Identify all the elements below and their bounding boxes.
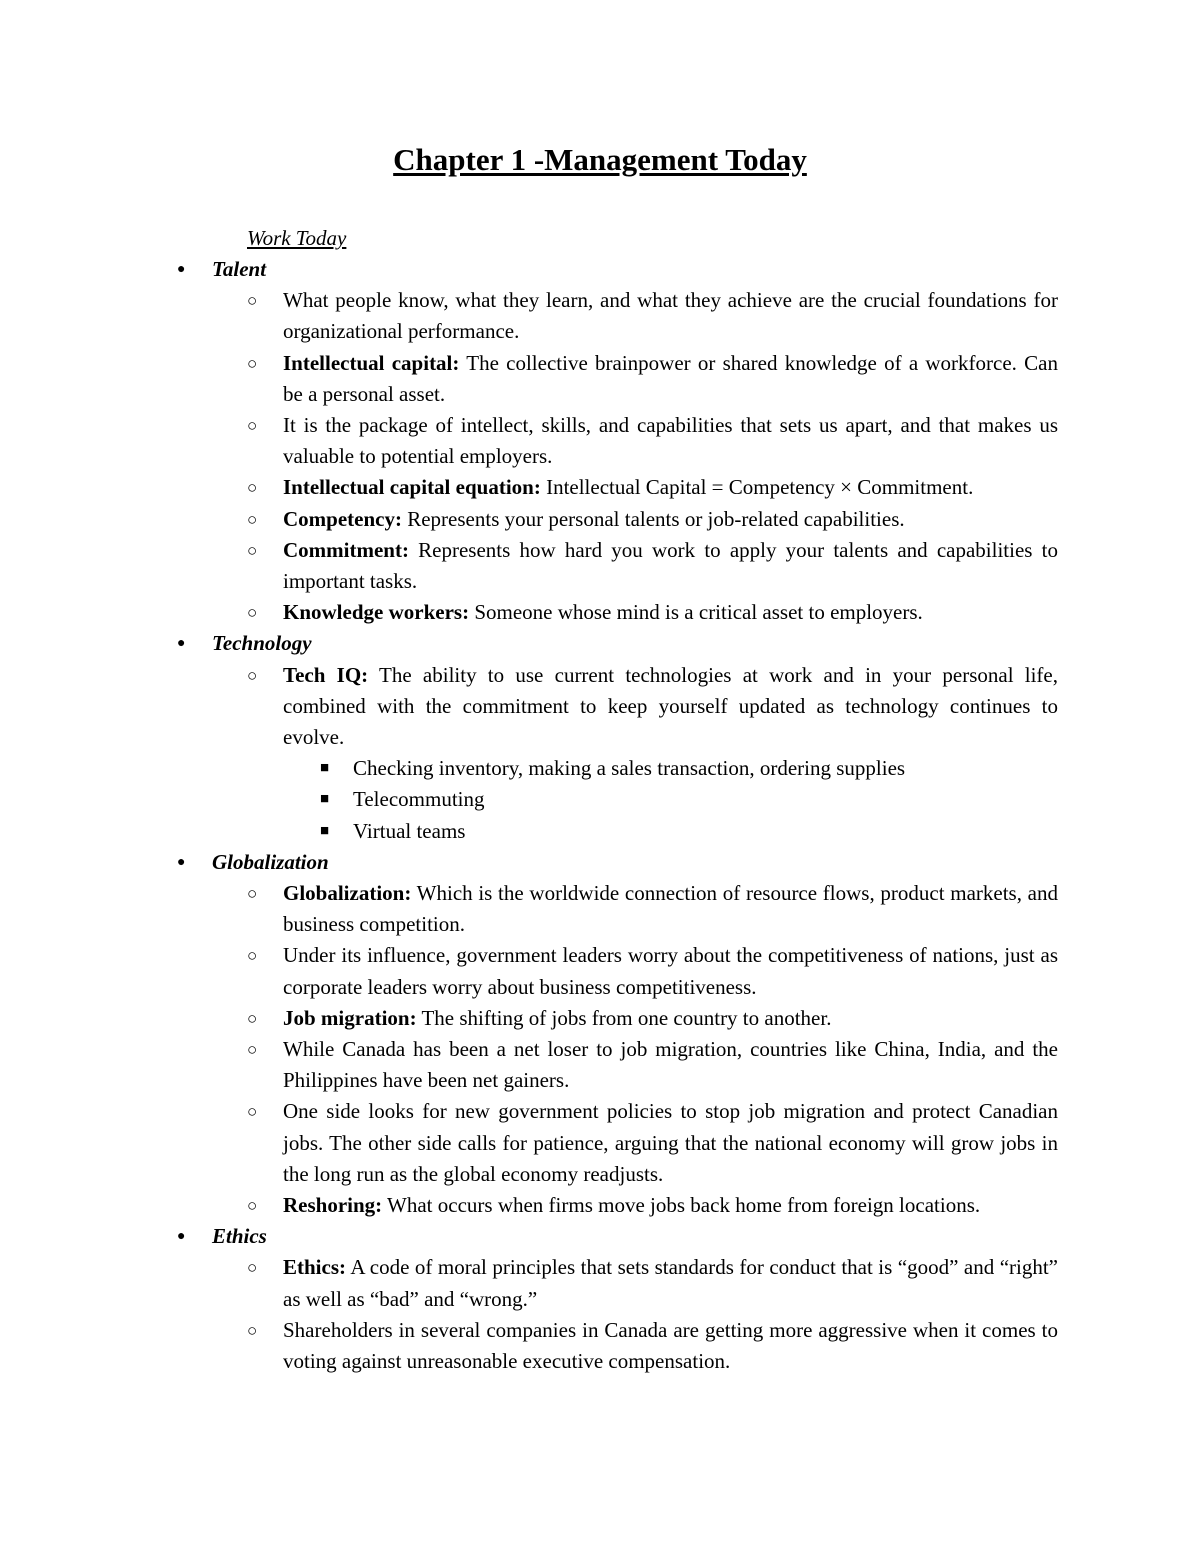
sub-item-text: Telecommuting [353,787,485,812]
bullet-disc-icon: ● [177,1229,186,1245]
list-item [247,660,1058,754]
item-text: Represents how hard you work to apply your talents and capabilities to important tasks. [283,537,1058,594]
topic-talent [0,254,1200,628]
topic-globalization [0,847,1200,1221]
list-item [247,940,1058,1002]
term-label: Job migration: [283,1005,417,1030]
term-label: Intellectual capital: [283,350,460,375]
bullet-circle-icon: ○ [247,478,258,498]
sub-list-item [320,753,1058,784]
sub-item-text: Virtual teams [353,818,466,843]
item-text: Which is the worldwide connection of resource flows, product markets, and business competition. [283,881,1058,937]
topic-technology [0,628,1200,846]
item-text: The collective brainpower or shared knowledge of a workforce. Can be a personal asset. [283,350,1059,406]
bullet-circle-icon: ○ [247,1008,258,1028]
bullet-circle-icon: ○ [247,509,258,529]
bullet-circle-icon: ○ [247,946,258,966]
bullet-circle-icon: ○ [247,1040,258,1060]
list-item [247,1034,1058,1096]
list-item [247,504,1058,535]
list-item [247,597,1058,628]
bullet-square-icon: ■ [320,760,330,777]
bullet-disc-icon: ● [177,854,186,870]
bullet-circle-icon: ○ [247,540,258,560]
bullet-circle-icon: ○ [247,1258,258,1278]
item-text: What people know, what they learn, and what they achieve are the crucial foundations for organizational performance. [283,288,1058,344]
list-item [247,1252,1058,1314]
list-item [247,285,1058,347]
bullet-circle-icon: ○ [247,353,258,373]
list-item [247,1096,1058,1190]
list-item [247,410,1058,472]
bullet-disc-icon: ● [177,636,186,652]
bullet-circle-icon: ○ [247,291,258,311]
bullet-circle-icon: ○ [247,665,258,685]
topic-row [0,847,1200,878]
topic-row [0,1221,1200,1252]
list-item [247,1190,1058,1221]
topic-label: Technology [212,631,312,656]
term-label: Commitment: [283,537,409,562]
bullet-square-icon: ■ [320,791,330,808]
item-text: Shareholders in several companies in Canada are getting more aggressive when it comes to voting against unreasonable executive compensation. [283,1317,1058,1374]
term-label: Competency: [283,506,402,531]
item-text: A code of moral principles that sets standards for conduct that is “good” and “right” as well as “bad” and “wrong.” [283,1255,1058,1311]
topic-ethics [0,1221,1200,1377]
sub-item-text: Checking inventory, making a sales transaction, ordering supplies [353,756,906,781]
list-item [247,878,1058,940]
topic-label: Globalization [212,849,329,874]
item-text: While Canada has been a net loser to job migration, countries like China, India, and the Philippines have been net gainers. [283,1037,1058,1093]
topic-label: Ethics [212,1224,267,1249]
list-item [247,535,1058,597]
item-text: What occurs when firms move jobs back home from foreign locations. [382,1193,981,1218]
bullet-circle-icon: ○ [247,603,258,623]
sub-list-item [320,784,1058,815]
term-label: Reshoring: [283,1193,383,1218]
term-label: Intellectual capital equation: [283,475,541,500]
item-text: Under its influence, government leaders worry about the competitiveness of nations, just as corporate leaders worry about business competitiveness. [283,943,1058,999]
item-text: The ability to use current technologies at work and in your personal life, combined with the commitment to keep yourself updated as technology continues to evolve. [283,662,1058,750]
item-text: Someone whose mind is a critical asset to employers. [469,600,923,625]
section-heading: Work Today [247,226,347,250]
item-text: Intellectual Capital = Competency × Commitment. [540,475,974,500]
sub-list-item [320,816,1058,847]
term-label: Ethics: [283,1255,346,1280]
item-text: One side looks for new government policies to stop job migration and protect Canadian jobs. The other side calls for patience, arguing that the national economy will grow jobs in the long run as the global economy readjusts. [283,1099,1058,1186]
topic-label: Talent [212,257,267,281]
bullet-circle-icon: ○ [247,884,258,904]
item-text: The shifting of jobs from one country to another. [416,1005,832,1030]
bullet-circle-icon: ○ [247,416,258,435]
page-title: Chapter 1 -Management Today [393,142,807,177]
outline-list [0,254,1200,1377]
item-text: It is the package of intellect, skills, and capabilities that sets us apart, and that makes us valuable to potential employers. [283,413,1058,469]
list-item [247,472,1058,503]
term-label: Knowledge workers: [283,600,470,625]
topic-row [0,254,1200,285]
bullet-disc-icon: ● [177,262,186,277]
term-label: Tech IQ: [283,662,369,687]
topic-row [0,628,1200,659]
item-text: Represents your personal talents or job-related capabilities. [401,506,905,531]
bullet-circle-icon: ○ [247,1102,258,1122]
term-label: Globalization: [283,881,412,906]
list-item [247,1003,1058,1034]
list-item [247,348,1059,410]
bullet-circle-icon: ○ [247,1196,258,1216]
bullet-circle-icon: ○ [247,1320,258,1340]
bullet-square-icon: ■ [320,822,330,839]
list-item [247,1315,1058,1377]
